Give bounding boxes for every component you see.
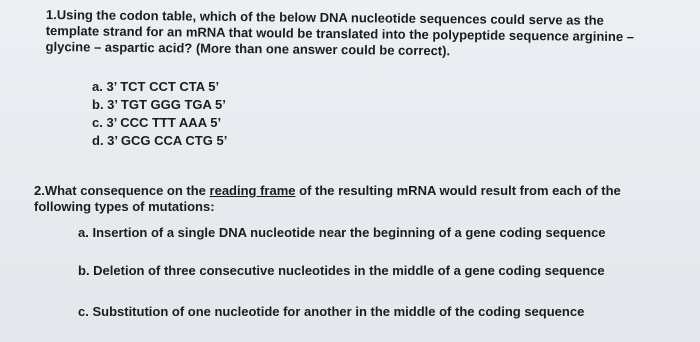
question-2-suffix: of the resulting mRNA would result from each of the bbox=[295, 183, 621, 198]
question-1-line: 1.Using the codon table, which of the below DNA nucleotide sequences could serve as the bbox=[45, 7, 604, 28]
question-1-options bbox=[92, 78, 227, 150]
mutation-option-a: a. Insertion of a single DNA nucleotide near the beginning of a gene coding sequence bbox=[78, 225, 606, 240]
question-2-line-1 bbox=[34, 183, 674, 199]
option-c: c. 3’ CCC TTT AAA 5’ bbox=[92, 115, 222, 130]
reading-frame-term: reading frame bbox=[209, 183, 296, 198]
question-2-line-2: following types of mutations: bbox=[34, 199, 215, 214]
question-1-line: template strand for an mRNA that would be translated into the polypeptide sequence arginine – bbox=[45, 22, 635, 45]
mutation-option-c: c. Substitution of one nucleotide for another in the middle of the coding sequence bbox=[78, 304, 585, 319]
question-1-prompt bbox=[45, 7, 675, 62]
option-b: b. 3’ TGT GGG TGA 5’ bbox=[92, 97, 226, 112]
mutation-option-b: b. Deletion of three consecutive nucleotides in the middle of a gene coding sequence bbox=[78, 263, 605, 278]
option-a: a. 3’ TCT CCT CTA 5’ bbox=[92, 79, 220, 94]
question-2-prefix: 2.What consequence on the bbox=[34, 183, 210, 198]
option-d: d. 3’ GCG CCA CTG 5’ bbox=[92, 133, 228, 148]
question-1-line: glycine – aspartic acid? (More than one answer could be correct). bbox=[45, 38, 451, 59]
question-2-prompt bbox=[34, 183, 674, 215]
